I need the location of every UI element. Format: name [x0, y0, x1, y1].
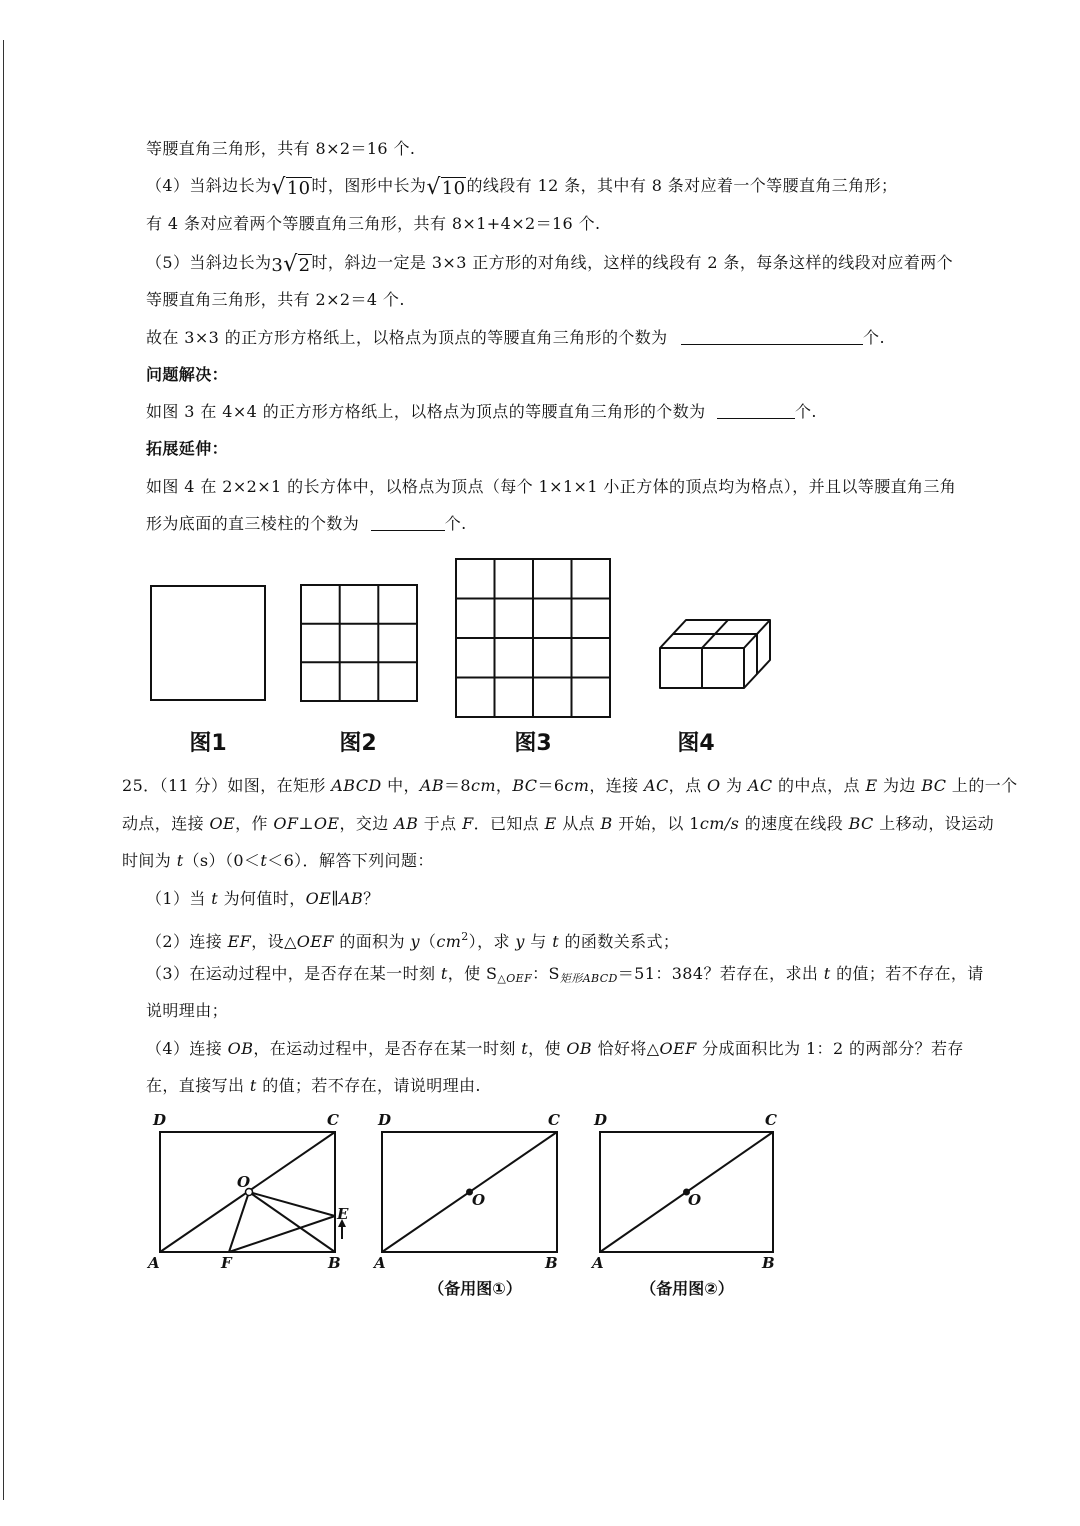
math-unit: cm [564, 776, 590, 795]
text-span: ：S [532, 964, 560, 983]
problem-25-line-3 [122, 850, 434, 872]
math-var: B [600, 814, 613, 833]
math-var: t [249, 1076, 257, 1095]
text-line [146, 175, 897, 200]
math-var: BC [921, 776, 947, 795]
label-d: D [378, 1111, 392, 1129]
text-span: ，设△ [251, 932, 297, 951]
spare-figure-2-caption: （备用图②） [640, 1279, 734, 1298]
text-line [146, 513, 467, 535]
text-span: 中， [381, 776, 420, 795]
text-span: 为 [720, 776, 748, 795]
text-span: 分成面积比为 1：2 的两部分？若存 [696, 1039, 964, 1058]
math-var: t [552, 932, 560, 951]
text-line [146, 252, 953, 277]
text-span: （s）（0＜ [183, 851, 261, 870]
question-4-cont [146, 1075, 481, 1097]
label-c: C [765, 1111, 777, 1129]
question-3 [146, 963, 984, 990]
text-span: ，使 [528, 1039, 567, 1058]
text-line [146, 138, 415, 160]
text-span: 上移动，设运动 [873, 814, 994, 833]
text-span: ？ [363, 889, 380, 908]
three-sqrt-2: 3√2 [271, 252, 311, 277]
answer-blank[interactable] [371, 516, 445, 531]
grid-outline [301, 585, 417, 701]
label-o: O [688, 1191, 702, 1209]
text-span: 在，直接写出 [146, 1076, 250, 1095]
figure-2-grid-3x3 [300, 584, 418, 702]
text-span: （2）连接 [146, 932, 228, 951]
text-span: 于点 [418, 814, 463, 833]
text-span: 有 4 条对应着两个等腰直角三角形，共有 8×1+4×2＝16 个. [146, 214, 601, 233]
text-span: 从点 [556, 814, 601, 833]
text-span: 与 [524, 932, 553, 951]
math-var: OEF [659, 1039, 697, 1058]
sqrt-10: √10 [426, 175, 466, 200]
label-e: E [337, 1205, 349, 1223]
text-span: ，点 [668, 776, 707, 795]
section-heading [146, 438, 228, 460]
label-a: A [374, 1254, 386, 1272]
text-span: ＜6）．解答下列问题： [267, 851, 434, 870]
text-span: 上的一个 [946, 776, 1018, 795]
math-var: t [176, 851, 184, 870]
text-line [146, 327, 885, 349]
sqrt-radicand: 10 [286, 178, 311, 199]
text-span: 时间为 [122, 851, 177, 870]
segment-ob [249, 1192, 335, 1252]
label-o: O [237, 1173, 251, 1191]
text-span: ＝8 [444, 776, 471, 795]
math-var: AC [644, 776, 669, 795]
text-span: ），求 [468, 932, 516, 951]
question-2 [146, 926, 679, 953]
answer-blank[interactable] [681, 330, 863, 345]
text-span: （4）连接 [146, 1039, 228, 1058]
problem-25-line-2 [122, 813, 994, 835]
text-span: 个. [863, 328, 885, 347]
text-span: 如图 3 在 4×4 的正方形方格纸上，以格点为顶点的等腰直角三角形的个数为 [146, 402, 706, 421]
problem-25-line-1 [122, 775, 1018, 797]
text-span: 为何值时， [218, 889, 306, 908]
text-span: 为边 [877, 776, 922, 795]
text-span: ．已知点 [473, 814, 545, 833]
text-span: 说明理由； [146, 1001, 229, 1020]
text-span: ＝51：384？若存在，求出 [617, 964, 824, 983]
subscript: 矩形ABCD [559, 972, 618, 985]
text-span: ＝6 [537, 776, 565, 795]
spare-figure-2 [588, 1105, 788, 1270]
text-span: 故在 3×3 的正方形方格纸上，以格点为顶点的等腰直角三角形的个数为 [146, 328, 668, 347]
question-4 [146, 1038, 964, 1060]
figure-caption: 图1 [189, 731, 227, 756]
text-span: 开始，以 1 [612, 814, 700, 833]
square-outline [151, 586, 265, 700]
figure-4-cuboid [658, 618, 774, 692]
math-var: t [260, 851, 268, 870]
label-f: F [221, 1254, 232, 1272]
segment-ef [229, 1216, 335, 1252]
math-var: OE [209, 814, 236, 833]
label-b: B [762, 1254, 775, 1272]
heading-text: 拓展延伸： [146, 439, 229, 458]
text-span: 的中点，点 [772, 776, 866, 795]
math-var: t [211, 889, 219, 908]
heading-text: 问题解决： [146, 365, 229, 384]
math-var: AB [394, 814, 419, 833]
math-var: t [521, 1039, 529, 1058]
spare-figure-1 [370, 1105, 570, 1270]
text-span: ，交边 [339, 814, 395, 833]
label-d: D [594, 1111, 608, 1129]
section-heading [146, 364, 228, 386]
text-span: 时，斜边一定是 3×3 正方形的对角线，这样的线段有 2 条，每条这样的线段对应着两个 [311, 253, 954, 272]
math-var: OB [227, 1039, 254, 1058]
sqrt-coefficient: 3 [271, 255, 284, 276]
question-3-cont [146, 1000, 228, 1022]
text-span: 的速度在线段 [739, 814, 849, 833]
math-var: OEF [296, 932, 334, 951]
superscript: 2 [461, 930, 469, 943]
label-b: B [545, 1254, 558, 1272]
text-span: （5）当斜边长为 [146, 253, 272, 272]
math-var: F [462, 814, 474, 833]
answer-blank[interactable] [717, 404, 795, 419]
math-unit: cm [436, 932, 462, 951]
label-c: C [548, 1111, 560, 1129]
text-span: （4）当斜边长为 [146, 176, 272, 195]
label-c: C [327, 1111, 339, 1129]
math-var: OF⊥OE [273, 814, 340, 833]
spare-figure-1-caption: （备用图①） [428, 1279, 522, 1298]
math-var: y [410, 932, 420, 951]
math-var: t [823, 964, 831, 983]
text-span: 个. [444, 514, 467, 533]
text-line [146, 213, 601, 235]
figure-caption: 图3 [514, 731, 552, 756]
label-o: O [472, 1191, 486, 1209]
math-var: EF [227, 932, 252, 951]
label-d: D [153, 1111, 167, 1129]
math-var: AC [747, 776, 773, 795]
text-span: 动点，连接 [122, 814, 210, 833]
text-line [146, 476, 956, 498]
text-span: ，连接 [589, 776, 645, 795]
text-span: 等腰直角三角形，共有 2×2＝4 个. [146, 290, 405, 309]
text-span: 形为底面的直三棱柱的个数为 [146, 514, 360, 533]
math-var: E [544, 814, 557, 833]
figure-caption: 图4 [677, 731, 715, 756]
math-var: O [706, 776, 721, 795]
math-var: OB [566, 1039, 593, 1058]
math-unit: cm/s [699, 814, 740, 833]
label-a: A [592, 1254, 604, 1272]
text-line [146, 289, 405, 311]
text-span: 恰好将△ [592, 1039, 660, 1058]
text-span: 如图 4 在 2×2×1 的长方体中，以格点为顶点（每个 1×1×1 小正方体的顶点均为格点），并且以等腰直角三角 [146, 477, 957, 496]
text-span: ，使 S [447, 964, 498, 983]
sqrt-radicand: 10 [441, 178, 466, 199]
text-span: 25．（11 分）如图，在矩形 [122, 776, 332, 795]
page-edge [3, 40, 4, 1500]
text-span: 的线段有 12 条，其中有 8 条对应着一个等腰直角三角形； [466, 176, 898, 195]
segment-of [229, 1192, 249, 1252]
figure-3-grid-4x4 [455, 558, 611, 718]
math-var: BC [512, 776, 538, 795]
subscript: △OEF [497, 972, 533, 985]
text-span: 的值；若不存在，请说明理由. [256, 1076, 481, 1095]
text-span: 的值；若不存在，请 [830, 964, 984, 983]
text-span: ，作 [235, 814, 274, 833]
math-var: ABCD [331, 776, 382, 795]
sqrt-radicand: 2 [298, 255, 311, 276]
segment-oe [249, 1192, 335, 1216]
math-var: t [440, 964, 448, 983]
label-b: B [328, 1254, 341, 1272]
figure-caption: 图2 [339, 731, 377, 756]
math-var: AB [419, 776, 444, 795]
text-span: 个. [795, 402, 817, 421]
text-span: （ [419, 932, 437, 951]
math-var: E [865, 776, 878, 795]
math-var: y [515, 932, 525, 951]
label-a: A [148, 1254, 160, 1272]
text-span: 等腰直角三角形，共有 8×2＝16 个. [146, 139, 416, 158]
math-var: BC [848, 814, 874, 833]
math-unit: cm [470, 776, 496, 795]
math-var: OE∥AB [305, 889, 364, 908]
text-span: （1）当 [146, 889, 212, 908]
text-span: 的面积为 [333, 932, 411, 951]
text-span: 的函数关系式； [559, 932, 680, 951]
text-span: ， [495, 776, 513, 795]
text-span: （3）在运动过程中，是否存在某一时刻 [146, 964, 441, 983]
figure-1-square [150, 585, 266, 701]
question-1 [146, 888, 380, 910]
text-span: ，在运动过程中，是否存在某一时刻 [253, 1039, 522, 1058]
sqrt-10: √10 [271, 175, 311, 200]
text-line [146, 401, 817, 423]
main-rectangle-figure [145, 1105, 355, 1270]
text-span: 时，图形中长为 [311, 176, 427, 195]
